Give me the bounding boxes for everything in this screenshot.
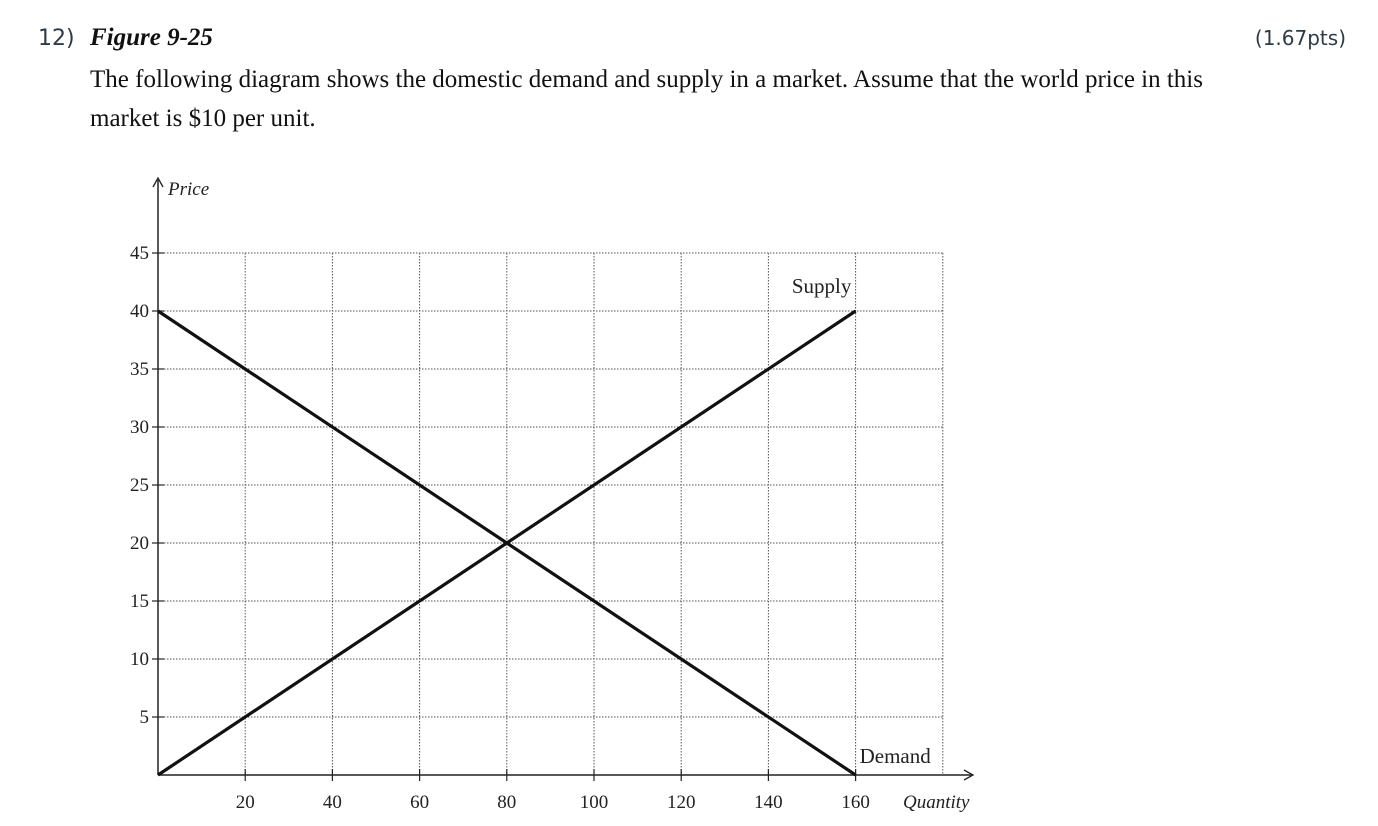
y-tick-label: 40	[130, 301, 149, 322]
y-tick-label: 15	[130, 591, 149, 612]
x-tick-label: 120	[666, 792, 696, 813]
x-axis-title: Quantity	[903, 792, 970, 813]
question-text: The following diagram shows the domestic demand and supply in a market. Assume that the world price in this market is $10 per unit.	[90, 66, 1203, 132]
x-tick-label: 140	[754, 792, 783, 813]
x-tick-label: 40	[322, 792, 342, 813]
y-tick-label: 35	[130, 359, 149, 380]
y-tick-label: 30	[130, 417, 149, 438]
y-tick-label: 25	[130, 475, 149, 496]
figure-title: Figure 9-25	[90, 24, 213, 51]
chart-labels	[130, 179, 970, 813]
x-tick-label: 20	[235, 792, 255, 813]
chart-axes	[152, 178, 973, 781]
y-tick-label: 20	[130, 533, 149, 554]
supply-label: Supply	[791, 274, 852, 298]
demand-label: Demand	[859, 744, 931, 768]
y-tick-label: 45	[130, 243, 149, 264]
y-tick-label: 5	[139, 707, 149, 728]
y-axis-title: Price	[168, 179, 210, 200]
question-points: (1.67pts)	[1254, 26, 1346, 50]
x-tick-label: 80	[497, 792, 517, 813]
x-tick-label: 160	[841, 792, 870, 813]
question-number: 12)	[38, 26, 75, 51]
chart-series	[158, 311, 856, 775]
x-tick-label: 100	[579, 792, 609, 813]
x-tick-label: 60	[410, 792, 430, 813]
y-tick-label: 10	[130, 649, 149, 670]
